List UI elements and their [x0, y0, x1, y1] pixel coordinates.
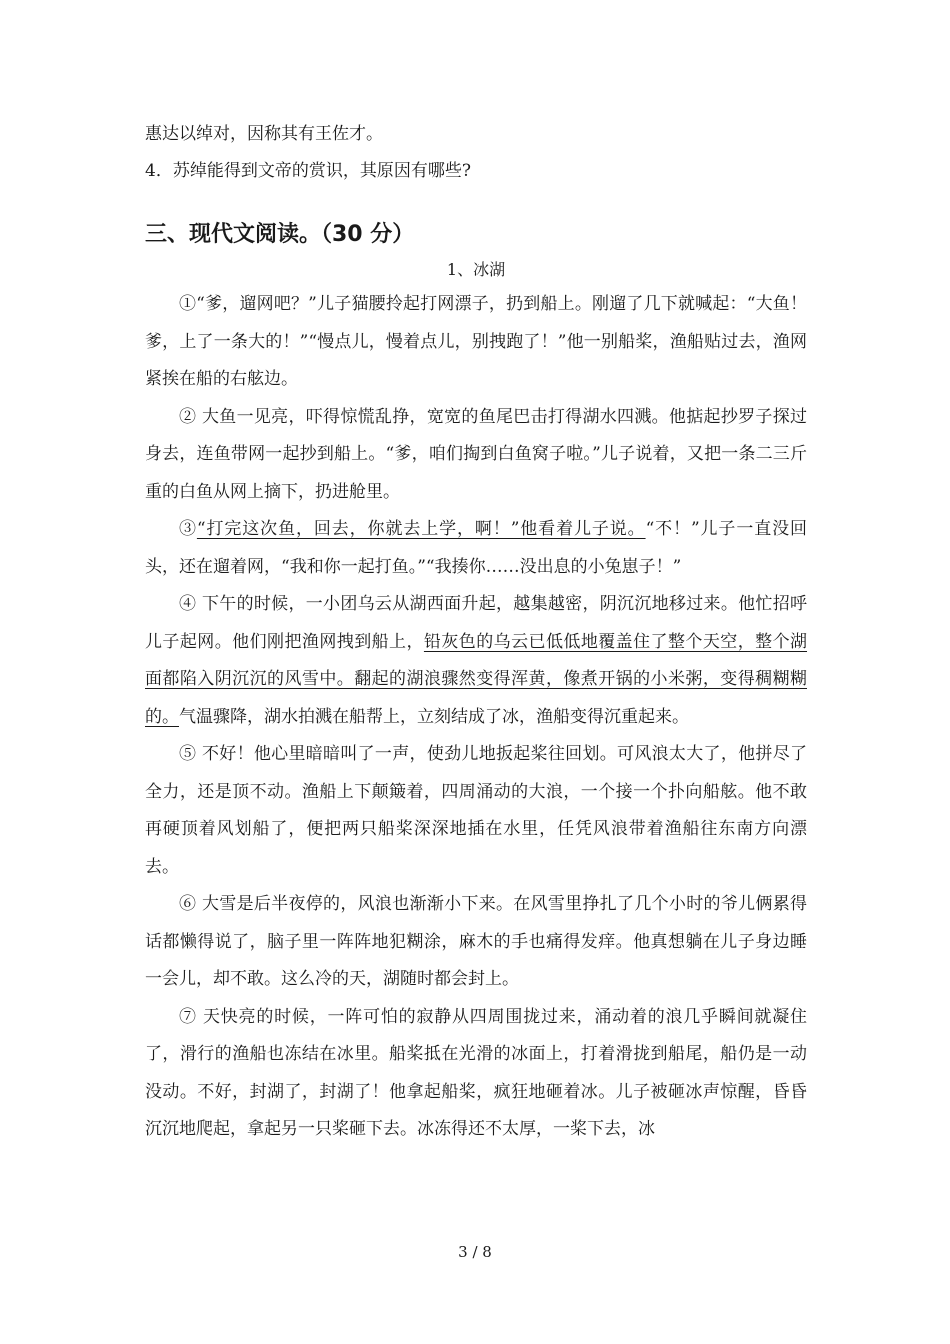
paragraph-6: ⑥ 大雪是后半夜停的，风浪也渐渐小下来。在风雪里挣扎了几个小时的爷儿俩累得话都懒得说了，脑子里一阵阵地犯糊涂，麻木的手也痛得发痒。他真想躺在儿子身边睡一会儿，却不敢。这么冷的天，湖随时都会封上。 [145, 894, 807, 989]
paragraph-4-underlined-sentence: 铅灰色的乌云已低低地覆盖住了整个天空，整个湖面都陷入阴沉沉的风雪中。翻起的湖浪骤然变得浑黄，像煮开锅的小米粥，变得稠糊糊的。 [145, 631, 808, 727]
paragraph-7: ⑦ 天快亮的时候，一阵可怕的寂静从四周围拢过来，涌动着的浪几乎瞬间就凝住了，滑行的渔船也冻结在冰里。船桨抵在光滑的冰面上，打着滑拢到船尾，船仍是一动没动。不好，封湖了，封湖了！他拿起船桨，疯狂地砸着冰。儿子被砸冰声惊醒，昏昏沉沉地爬起，拿起另一只桨砸下去。冰冻得还不太厚，一桨下去，冰 [145, 1006, 807, 1139]
story-title: 1、冰湖 [446, 260, 506, 279]
previous-text-line: 惠达以绰对，因称其有王佐才。 [145, 124, 383, 144]
paragraph-5: ⑤ 不好！他心里暗暗叫了一声，使劲儿地扳起桨往回划。可风浪太大了，他拼尽了全力，还是顶不动。渔船上下颠簸着，四周涌动的大浪，一个接一个扑向船舷。他不敢再硬顶着风划船了，便把两只船桨深深地插在水里，任凭风浪带着渔船往东南方向漂去。 [145, 744, 807, 877]
paragraph-1: ①“爹，遛网吧？”儿子猫腰拎起打网漂子，扔到船上。刚遛了几下就喊起：“大鱼！爹，上了一条大的！”“慢点儿，慢着点儿，别拽跑了！”他一别船桨，渔船贴过去，渔网紧挨在船的右舷边。 [145, 294, 807, 389]
document-page [145, 116, 807, 1149]
paragraph-3 [145, 511, 807, 586]
paragraph-2: ② 大鱼一见亮，吓得惊慌乱挣，宽宽的鱼尾巴击打得湖水四溅。他掂起抄罗子探过身去，连鱼带网一起抄到船上。“爹，咱们掏到白鱼窝子啦。”儿子说着，又把一条二三斤重的白鱼从网上摘下，扔进舱里。 [145, 406, 807, 502]
paragraph-4 [145, 586, 807, 736]
paragraph-3-rest: “不！”儿子一直没回头，还在遛着网，“我和你一起打鱼。”“我揍你……没出息的小兔崽子！” [145, 519, 807, 577]
paragraph-4-start: ④ 下午的时候，一小团乌云从湖西面升起，越集越密，阴沉沉地移过来。他忙招呼儿子起网。他们刚把渔网拽到船上， [145, 594, 807, 652]
question-4: 4．苏绰能得到文帝的赏识，其原因有哪些? [145, 161, 471, 181]
section-title: 三、现代文阅读。（30 分） [145, 222, 415, 247]
page-number: 3 / 8 [458, 1243, 492, 1261]
paragraph-4-rest: 气温骤降，湖水拍溅在船帮上，立刻结成了冰，渔船变得沉重起来。 [179, 706, 689, 727]
paragraph-3-underlined-sentence: “打完这次鱼，回去，你就去上学，啊！”他看着儿子说。 [196, 519, 646, 539]
paragraph-3-marker: ③ [179, 519, 197, 539]
